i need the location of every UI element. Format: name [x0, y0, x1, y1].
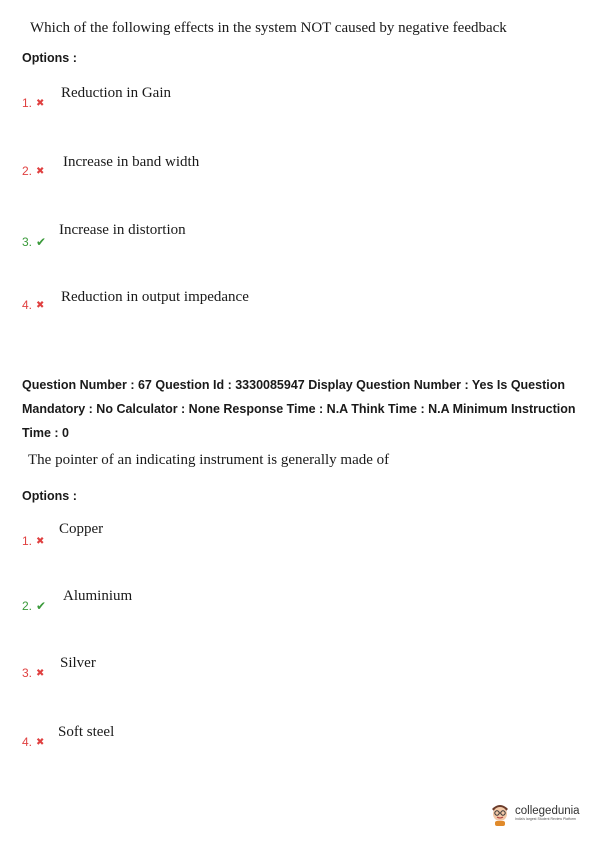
- cross-icon: ✖: [36, 299, 45, 311]
- cross-icon: ✖: [36, 97, 45, 109]
- check-icon: ✔: [36, 235, 47, 249]
- option-text: Increase in band width: [63, 154, 200, 170]
- collegedunia-logo: [489, 800, 580, 826]
- option-number: 1. ✖: [22, 534, 45, 548]
- option-text: Reduction in Gain: [61, 85, 171, 101]
- logo-tagline: India's largest Student Review Platform: [515, 817, 576, 821]
- option-number: 2. ✔: [22, 599, 47, 613]
- metadata-line: Question Number : 67 Question Id : 3330085947 Display Question Number : Yes Is Question: [22, 378, 565, 392]
- option-text: Soft steel: [58, 724, 115, 740]
- metadata-line: Time : 0: [22, 426, 70, 440]
- logo-name: collegedunia: [515, 805, 580, 817]
- cross-icon: ✖: [36, 535, 45, 547]
- option-text: Silver: [60, 655, 96, 671]
- question-text: Which of the following effects in the system NOT caused by negative feedback: [30, 20, 507, 36]
- question-metadata: [22, 373, 587, 445]
- options-label: Options :: [22, 51, 77, 65]
- option-number: 2. ✖: [22, 164, 45, 178]
- option-text: Increase in distortion: [59, 222, 186, 238]
- option-text: Reduction in output impedance: [61, 289, 249, 305]
- option-number: 3. ✖: [22, 666, 45, 680]
- option-number: 4. ✖: [22, 735, 45, 749]
- options-label: Options :: [22, 489, 77, 503]
- cross-icon: ✖: [36, 736, 45, 748]
- question-text: The pointer of an indicating instrument is generally made of: [28, 452, 390, 468]
- check-icon: ✔: [36, 599, 47, 613]
- option-text: Aluminium: [63, 588, 133, 604]
- mascot-icon: [489, 800, 511, 826]
- metadata-line: Mandatory : No Calculator : None Response Time : N.A Think Time : N.A Minimum Instruction: [22, 402, 576, 416]
- option-number: 1. ✖: [22, 96, 45, 110]
- option-number: 4. ✖: [22, 298, 45, 312]
- cross-icon: ✖: [36, 165, 45, 177]
- option-text: Copper: [59, 521, 104, 537]
- cross-icon: ✖: [36, 667, 45, 679]
- option-number: 3. ✔: [22, 235, 47, 249]
